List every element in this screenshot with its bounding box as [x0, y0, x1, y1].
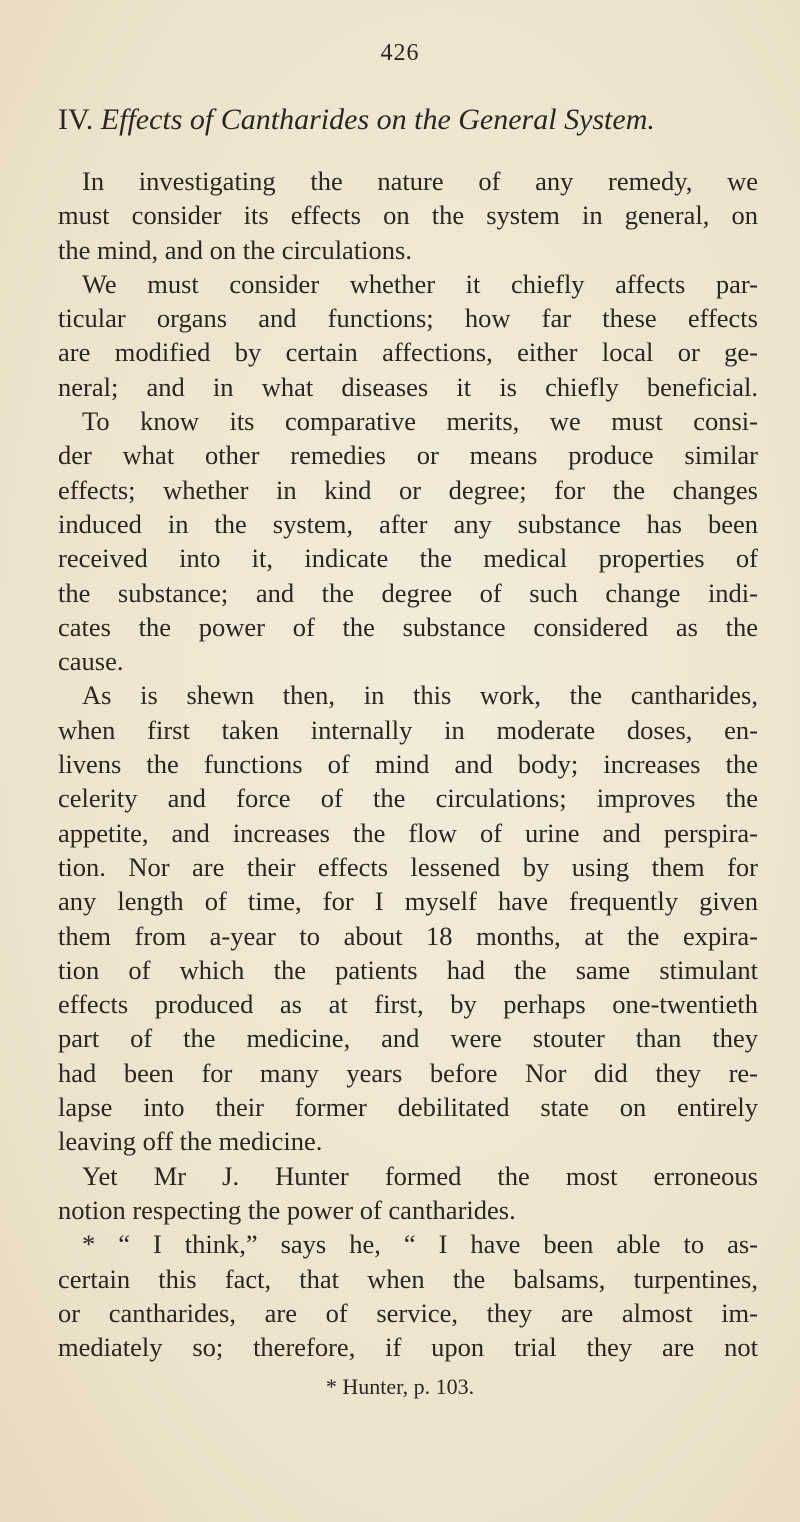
- footnote: * Hunter, p. 103.: [325, 1374, 475, 1399]
- text-line: cause.: [58, 646, 124, 677]
- text-line: neral; and in what diseases it is chiefly beneficial.: [58, 371, 758, 402]
- text-line: certain this fact, that when the balsams, turpentines,: [58, 1263, 758, 1294]
- text-line: As is shewn then, in this work, the cantharides,: [82, 680, 758, 711]
- text-line: In investigating the nature of any remedy, we: [82, 166, 758, 196]
- text-line: received into it, indicate the medical properties of: [58, 543, 758, 574]
- text-line: them from a-year to about 18 months, at the expira-: [58, 920, 758, 951]
- text-line: part of the medicine, and were stouter than they: [58, 1023, 758, 1054]
- text-line: cates the power of the substance considered as the: [58, 611, 758, 642]
- text-line: must consider its effects on the system in general, on: [58, 200, 758, 231]
- text-line: celerity and force of the circulations; improves the: [58, 783, 758, 814]
- text-line: leaving off the medicine.: [58, 1126, 323, 1157]
- section-number: IV.: [58, 103, 94, 136]
- text-line: the substance; and the degree of such change indi-: [58, 577, 758, 608]
- text-line: effects produced as at first, by perhaps one-twentieth: [58, 989, 758, 1020]
- page-number: 426: [380, 40, 420, 66]
- section-title: Effects of Cantharides on the General System.: [100, 103, 655, 136]
- text-line: To know its comparative merits, we must consi-: [82, 406, 758, 437]
- text-line: ticular organs and functions; how far these effects: [58, 303, 758, 334]
- text-line: Yet Mr J. Hunter formed the most erroneous: [82, 1160, 758, 1191]
- text-line: appetite, and increases the flow of urine and perspira-: [58, 817, 758, 848]
- text-line: any length of time, for I myself have frequently given: [58, 886, 758, 917]
- text-line: der what other remedies or means produce similar: [58, 440, 758, 471]
- text-line: the mind, and on the circulations.: [58, 234, 412, 265]
- text-line: when first taken internally in moderate doses, en-: [58, 714, 758, 745]
- text-line: * “ I think,” says he, “ I have been able to as-: [82, 1229, 758, 1260]
- text-line: tion. Nor are their effects lessened by using them for: [58, 851, 758, 882]
- section-heading: [58, 103, 655, 137]
- body-text: [58, 164, 758, 1364]
- text-line: mediately so; therefore, if upon trial they are not: [58, 1332, 758, 1363]
- text-line: lapse into their former debilitated state on entirely: [58, 1092, 758, 1123]
- text-line: notion respecting the power of cantharides.: [58, 1194, 516, 1225]
- text-line: We must consider whether it chiefly affects par-: [82, 268, 758, 299]
- text-line: induced in the system, after any substance has been: [58, 508, 758, 539]
- text-line: effects; whether in kind or degree; for the changes: [58, 474, 758, 505]
- text-line: are modified by certain affections, either local or ge-: [58, 337, 758, 368]
- text-line: had been for many years before Nor did they re-: [58, 1057, 758, 1088]
- text-line: tion of which the patients had the same stimulant: [58, 954, 758, 985]
- text-line: or cantharides, are of service, they are almost im-: [58, 1297, 758, 1328]
- text-line: livens the functions of mind and body; increases the: [58, 749, 758, 780]
